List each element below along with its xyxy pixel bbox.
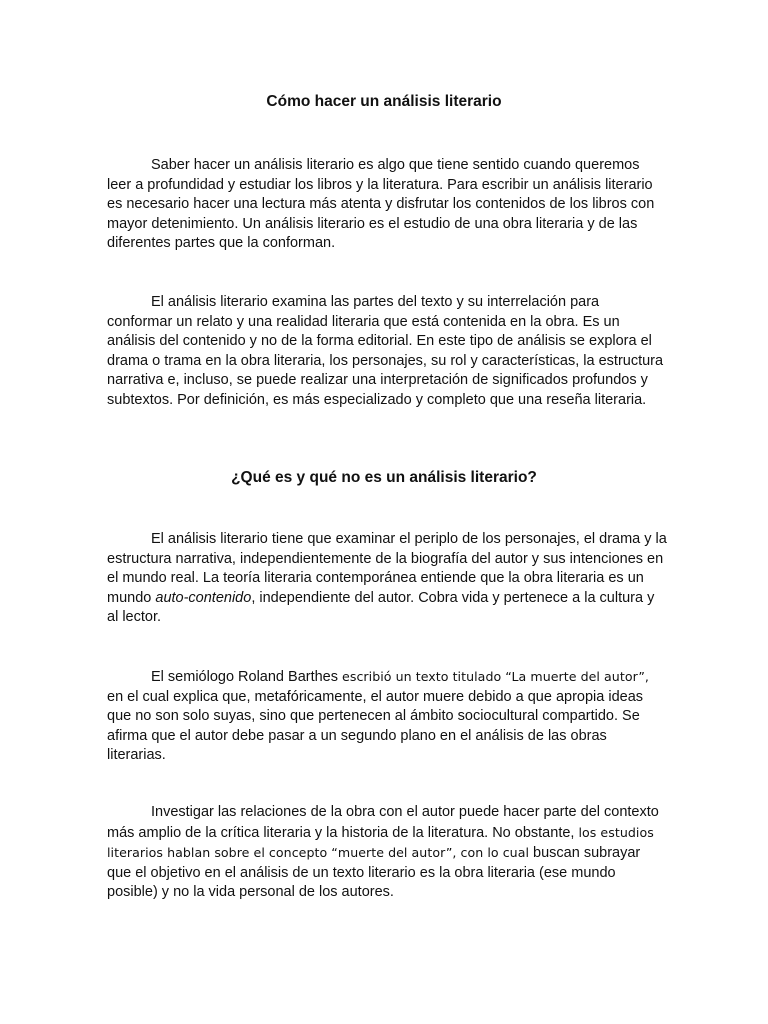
- paragraph-5-text-after: buscan subrayar que el objetivo en el análisis de un texto literario es la obra literaria (ese mundo posible) y no la vida personal de los autores.: [107, 845, 641, 900]
- paragraph-2: [107, 293, 667, 410]
- paragraph-4-alt-font-text: escribió un texto titulado “La muerte del autor”,: [342, 669, 649, 684]
- document-title: Cómo hacer un análisis literario: [266, 93, 502, 110]
- paragraph-3-text-before: El análisis literario tiene que examinar el periplo de los personajes, el drama y la estructura narrativa, independientemente de la biografía del autor y sus intenciones en el mundo real. La teoría literaria contemporánea entiende que la obra literaria es un mundo: [107, 531, 667, 606]
- paragraph-1: [107, 156, 667, 254]
- paragraph-3-text-after: , independiente del autor. Cobra vida y pertenece a la cultura y al lector.: [107, 589, 655, 625]
- paragraph-4-text-before: El semiólogo Roland Barthes: [151, 669, 343, 685]
- paragraph-5-alt-font-text: los estudios literarios hablan sobre el concepto “muerte del autor”, con lo cual: [107, 824, 654, 860]
- paragraph-2-text: El análisis literario examina las partes del texto y su interrelación para conformar un relato y una realidad literaria que está contenida en la obra. Es un análisis del contenido y no de la forma editorial. En este tipo de análisis se explora el drama o trama en la obra literaria, los personajes, su rol y características, la estructura narrativa e, incluso, se puede realizar una interpretación de significados profundos y subtextos. Por definición, es más especializado y completo que una reseña literaria.: [107, 294, 664, 408]
- paragraph-3: [107, 530, 667, 628]
- section-heading: ¿Qué es y qué no es un análisis literario?: [231, 469, 537, 486]
- paragraph-3-emphasis: auto-contenido: [155, 589, 252, 606]
- paragraph-5: [107, 803, 667, 903]
- paragraph-4-text-after: en el cual explica que, metafóricamente, el autor muere debido a que apropia ideas que no son solo suyas, sino que pertenecen al ámbito sociocultural compartido. Se afirma que el autor debe pasar a un segundo plano en el análisis de las obras literarias.: [107, 688, 644, 763]
- paragraph-4: [107, 667, 667, 766]
- paragraph-5-text-before: Investigar las relaciones de la obra con el autor puede hacer parte del contexto más amplio de la crítica literaria y la historia de la literatura. No obstante,: [107, 804, 659, 841]
- paragraph-1-text: Saber hacer un análisis literario es algo que tiene sentido cuando queremos leer a profundidad y estudiar los libros y la literatura. Para escribir un análisis literario es necesario hacer una lectura más atenta y disfrutar los contenidos de los libros con mayor detenimiento. Un análisis literario es el estudio de una obra literaria y de las diferentes partes que la conforman.: [107, 157, 655, 251]
